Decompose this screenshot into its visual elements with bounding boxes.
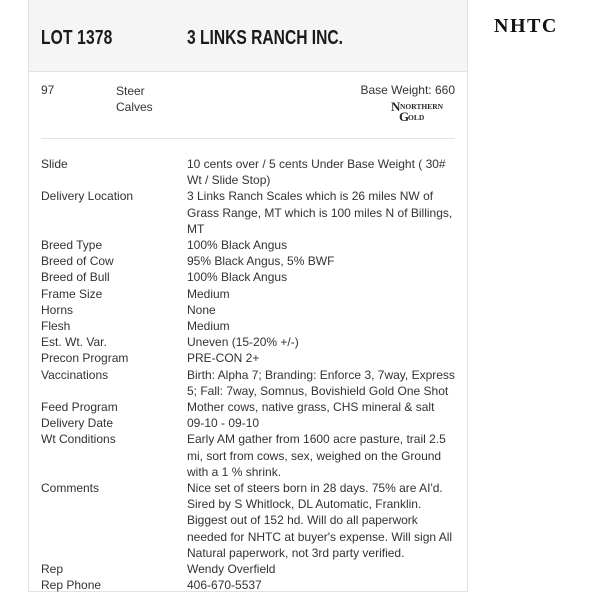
detail-row <box>41 188 461 237</box>
detail-row <box>41 399 461 415</box>
detail-row <box>41 286 461 302</box>
detail-value: Medium <box>187 286 230 301</box>
lot-number: LOT 1378 <box>41 27 113 49</box>
cattle-type-line1: Steer <box>116 84 145 98</box>
lot-summary <box>41 72 455 139</box>
detail-row <box>41 350 461 366</box>
detail-row <box>41 334 461 350</box>
detail-label: Precon Program <box>41 351 129 366</box>
detail-row <box>41 415 461 431</box>
detail-row <box>41 253 461 269</box>
detail-row <box>41 367 461 399</box>
detail-label: Vaccinations <box>41 367 109 382</box>
detail-value: Birth: Alpha 7; Branding: Enforce 3, 7way, Express 5; Fall: 7way, Somnus, Bovishield Gold One Shot <box>187 367 455 398</box>
detail-row <box>41 237 461 253</box>
detail-row <box>41 577 461 593</box>
detail-label: Frame Size <box>41 286 103 301</box>
logo-letter-n: N <box>391 100 401 114</box>
logo-text-top: NORTHERN <box>400 102 444 111</box>
detail-row <box>41 269 461 285</box>
detail-label: Rep Phone <box>41 578 102 593</box>
detail-value: PRE-CON 2+ <box>187 351 260 366</box>
detail-row <box>41 431 461 480</box>
detail-value: 10 cents over / 5 cents Under Base Weight ( 30# Wt / Slide Stop) <box>187 157 446 188</box>
detail-row <box>41 302 461 318</box>
detail-value: Early AM gather from 1600 acre pasture, trail 2.5 mi, sort from cows, sex, weighed on the Ground with a 1 % shrink. <box>187 432 446 479</box>
detail-value: 3 Links Ranch Scales which is 26 miles NW of Grass Range, MT which is 100 miles N of Billings, MT <box>187 189 453 236</box>
detail-value: 100% Black Angus <box>187 238 288 253</box>
detail-label: Comments <box>41 481 100 496</box>
detail-value: None <box>187 302 216 317</box>
detail-value: Wendy Overfield <box>187 562 276 577</box>
detail-value: 406-670-5537 <box>187 578 262 593</box>
detail-value: Medium <box>187 319 230 334</box>
seller-name: 3 LINKS RANCH INC. <box>187 27 344 49</box>
cattle-type <box>116 83 153 115</box>
detail-label: Est. Wt. Var. <box>41 335 107 350</box>
base-weight: Base Weight: 660 <box>360 83 455 97</box>
cattle-type-line2: Calves <box>116 100 153 114</box>
detail-value: 100% Black Angus <box>187 270 288 285</box>
detail-label: Slide <box>41 157 68 171</box>
detail-label: Delivery Date <box>41 416 114 431</box>
detail-label: Flesh <box>41 319 71 334</box>
detail-label: Breed of Cow <box>41 254 114 269</box>
northern-gold-logo <box>389 100 455 122</box>
detail-label: Feed Program <box>41 400 118 415</box>
detail-value: Mother cows, native grass, CHS mineral & salt <box>187 400 435 415</box>
lot-header <box>29 0 467 72</box>
detail-row <box>41 156 461 188</box>
head-count: 97 <box>41 83 55 97</box>
detail-label: Delivery Location <box>41 189 134 204</box>
detail-row <box>41 480 461 561</box>
detail-value: 09-10 - 09-10 <box>187 416 260 431</box>
logo-letter-g: G <box>399 109 410 122</box>
lot-details <box>41 156 461 593</box>
detail-label: Horns <box>41 302 74 317</box>
detail-row <box>41 561 461 577</box>
logo-text-bottom: OLD <box>408 113 425 122</box>
detail-value: 95% Black Angus, 5% BWF <box>187 254 335 269</box>
detail-label: Rep <box>41 562 64 577</box>
lot-card <box>28 0 468 592</box>
nhtc-brand: NHTC <box>494 15 558 37</box>
detail-value: Nice set of steers born in 28 days. 75% are AI'd. Sired by S Whitlock, DL Automatic, Franklin. Biggest out of 152 hd. Will do all paperwork needed for NHTC at buyer's expense. Will sign All Natural paperwork, not 3rd party verified. <box>187 481 453 560</box>
detail-row <box>41 318 461 334</box>
detail-label: Wt Conditions <box>41 432 116 447</box>
detail-value: Uneven (15-20% +/-) <box>187 335 299 350</box>
detail-label: Breed Type <box>41 238 103 253</box>
detail-label: Breed of Bull <box>41 270 110 285</box>
